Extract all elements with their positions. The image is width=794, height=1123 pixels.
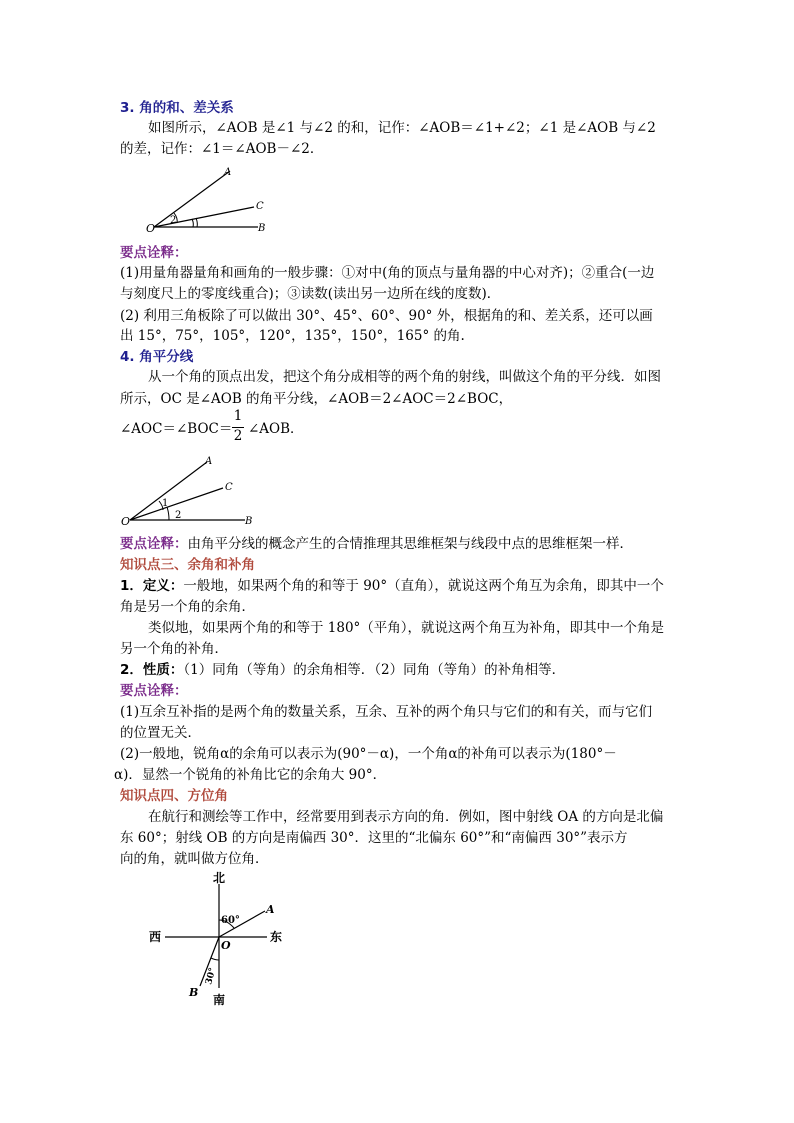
paragraph-line: 向的角，就叫做方位角． <box>120 851 269 867</box>
section-title: 4. 角平分线 <box>120 349 194 365</box>
label-b: B <box>189 986 199 999</box>
section-title: 3. 角的和、差关系 <box>120 100 234 116</box>
paragraph-line: 出 15°，75°，105°，120°，135°，150°，165° 的角. <box>120 328 465 344</box>
paragraph-line: 从一个角的顶点出发，把这个角分成相等的两个角的射线，叫做这个角的平分线．如图 <box>148 369 661 385</box>
label-north: 北 <box>213 871 226 885</box>
note-title: 要点诠释： <box>120 536 188 552</box>
note-title: 要点诠释： <box>120 245 188 261</box>
label-angle-2: 2 <box>170 215 177 226</box>
label-a: A <box>205 456 213 467</box>
label-o: O <box>221 939 231 952</box>
definition-text: 一般地，如果两个角的和等于 90°（直角），就说这两个角互为余角，即其中一个 <box>183 578 664 594</box>
paragraph-line: (1)用量角器量角和画角的一般步骤：①对中(角的顶点与量角器的中心对齐)；②重合(一边 <box>120 265 655 281</box>
paragraph-line: (2) 利用三角板除了可以做出 30°、45°、60°、90° 外，根据角的和、差关系，还可以画 <box>120 308 653 324</box>
paragraph-line: 与刻度尺上的零度线重合)；③读数(读出另一边所在线的度数)． <box>120 286 501 302</box>
label-b: B <box>245 516 253 527</box>
paragraph-line: α)．显然一个锐角的补角比它的余角大 90°． <box>114 767 387 783</box>
label-east: 东 <box>270 930 283 944</box>
label-angle-30: 30° <box>204 966 219 986</box>
label-west: 西 <box>149 930 162 944</box>
label-angle-1: 1 <box>162 498 169 509</box>
paragraph-line: 如图所示，∠AOB 是∠1 与∠2 的和，记作：∠AOB＝∠1+∠2；∠1 是∠AOB 与∠2 <box>148 120 656 136</box>
label-b: B <box>258 223 266 234</box>
property-text: （1）同角（等角）的余角相等．（2）同角（等角）的补角相等． <box>183 662 566 678</box>
label-south: 南 <box>213 993 226 1007</box>
formula-lhs: ∠AOC＝∠BOC＝ <box>120 421 233 437</box>
note-text: 由角平分线的概念产生的合情推理其思维框架与线段中点的思维框架一样． <box>187 536 633 552</box>
label-a: A <box>266 903 275 916</box>
note-line <box>120 535 633 553</box>
note-title: 要点诠释： <box>120 683 188 699</box>
label-angle-60: 60° <box>221 915 240 926</box>
paragraph-line: 的位置无关． <box>120 725 201 741</box>
paragraph-line: 角是另一个角的余角． <box>120 599 255 615</box>
label-angle-2: 2 <box>175 510 182 521</box>
paragraph-line: (2)一般地，锐角α的余角可以表示为(90°－α)，一个角α的补角可以表示为(180°－ <box>120 746 617 762</box>
fraction-denominator: 2 <box>233 428 243 444</box>
definition-label: 1．定义： <box>120 578 184 594</box>
label-c: C <box>225 482 233 493</box>
fraction-numerator: 1 <box>233 408 243 424</box>
angle-bisector-diagram <box>115 452 265 530</box>
formula-rhs: ∠AOB． <box>248 421 304 437</box>
paragraph-line: 另一个角的补角． <box>120 641 228 657</box>
section-title: 知识点三、余角和补角 <box>120 557 255 573</box>
paragraph-line: 东 60°；射线 OB 的方向是南偏西 30°．这里的“北偏东 60°”和“南偏西 30°”表示方 <box>120 830 628 846</box>
property-label: 2．性质： <box>120 662 184 678</box>
bearing-diagram <box>145 868 305 1010</box>
label-o: O <box>121 515 131 528</box>
paragraph-line: 所示，OC 是∠AOB 的角平分线，∠AOB＝2∠AOC＝2∠BOC， <box>120 391 513 407</box>
paragraph-line: 在航行和测绘等工作中，经常要用到表示方向的角．例如，图中射线 OA 的方向是北偏 <box>148 809 664 825</box>
paragraph-line <box>120 577 664 595</box>
section-title: 知识点四、方位角 <box>120 788 228 804</box>
label-c: C <box>256 201 264 212</box>
paragraph-line <box>120 661 565 679</box>
paragraph-line: 类似地，如果两个角的和等于 180°（平角），就说这两个角互为补角，即其中一个角是 <box>148 620 665 636</box>
label-o: O <box>146 222 156 235</box>
paragraph-line: 的差，记作：∠1＝∠AOB－∠2． <box>120 141 324 157</box>
label-a: A <box>224 167 232 178</box>
paragraph-line: (1)互余互补指的是两个角的数量关系，互余、互补的两个角只与它们的和有关，而与它们 <box>120 704 653 720</box>
angle-sum-diagram <box>140 160 280 236</box>
